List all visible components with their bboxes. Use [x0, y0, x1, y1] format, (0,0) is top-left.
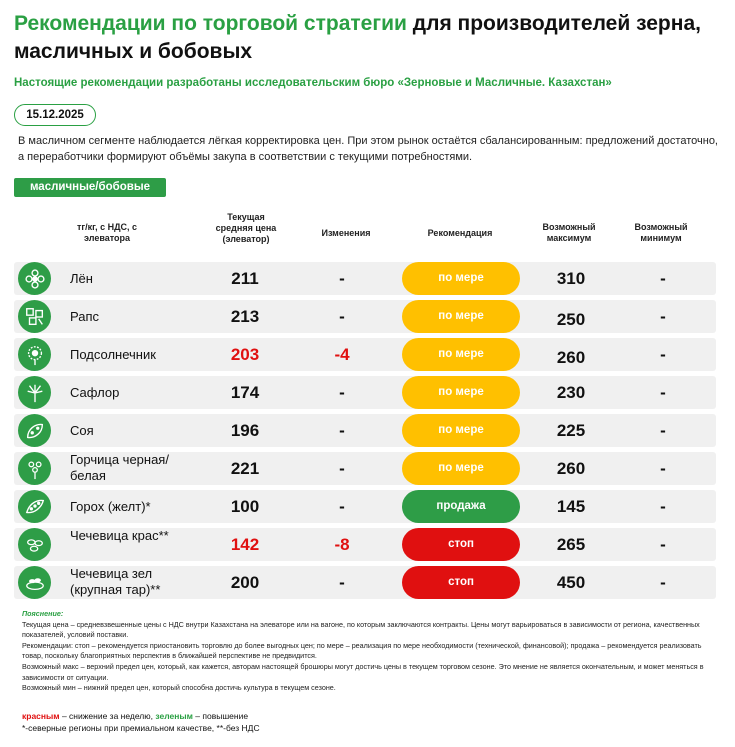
intro-text: В масличном сегменте наблюдается лёгкая корректировка цен. При этом рынок остаётся сбалансированным: предложений достаточно, а переработчики формируют объёмы закупа в соответствии с текущими потребностями. — [18, 135, 718, 163]
sunflower-icon — [18, 338, 51, 371]
current-price: 203 — [230, 345, 260, 364]
price-change: - — [339, 573, 345, 592]
possible-min: - — [660, 383, 666, 402]
pea-icon — [18, 490, 51, 523]
note-line-4: Возможный мин – нижний предел цен, который способна достичь культура в текущем сезоне. — [22, 683, 336, 693]
note-line-3: Возможный макс – верхний предел цен, который, как кажется, авторам настоящей брошюры могут достичь цены в текущем торговом сезоне. Это мнение не является окончательным, и может меняться в зависимости от ситуации. — [22, 661, 704, 682]
header-unit: тг/кг, с НДС, с элеватора — [76, 222, 138, 243]
note-line-1: Текущая цена – средневзвешенные цены с НДС внутри Казахстана на элеваторе или на вагоне, по которым заключаются контракты. Цены могут варьироваться в зависимости от региона, качественных показателей, условий поставки. — [22, 619, 700, 640]
table-row — [14, 452, 716, 485]
price-change: -4 — [334, 345, 350, 364]
legend — [22, 710, 260, 734]
possible-min: - — [660, 421, 666, 440]
price-change: - — [339, 459, 345, 478]
subtitle: Настоящие рекомендации разработаны исследовательским бюро «Зерновые и Масличные. Казахстан» — [14, 77, 612, 89]
crop-name: Подсолнечник — [70, 347, 156, 362]
table-row — [14, 262, 716, 295]
crop-name: Чечевица крас** — [70, 528, 169, 543]
current-price: 174 — [230, 383, 260, 402]
recommendation-pill: продажа — [402, 490, 520, 523]
header-price: Текущая средняя цена (элеватор) — [215, 212, 277, 244]
current-price: 100 — [230, 497, 260, 516]
current-price: 200 — [230, 573, 260, 592]
recommendation-pill: стоп — [402, 528, 520, 561]
possible-min: - — [660, 345, 666, 364]
current-price: 196 — [230, 421, 260, 440]
possible-min: - — [660, 307, 666, 326]
crop-name: Соя — [70, 423, 94, 438]
crop-name: Сафлор — [70, 385, 120, 400]
price-change: - — [339, 383, 345, 402]
possible-max: 145 — [556, 497, 586, 516]
lentil-icon — [18, 528, 51, 561]
possible-max: 310 — [556, 269, 586, 288]
notes — [22, 609, 722, 694]
mustard-icon — [18, 452, 51, 485]
possible-min: - — [660, 269, 666, 288]
table-row — [14, 490, 716, 523]
crop-name: Лён — [70, 271, 93, 286]
recommendation-pill: по мере — [402, 452, 520, 485]
flax-icon — [18, 262, 51, 295]
legend-red-desc: – снижение за неделю, — [59, 711, 156, 721]
legend-green-desc: – повышение — [192, 711, 249, 721]
header-max: Возможный максимум — [542, 222, 596, 243]
legend-green-word: зеленым — [155, 711, 193, 721]
recommendation-pill: стоп — [402, 566, 520, 599]
possible-min: - — [660, 459, 666, 478]
current-price: 221 — [230, 459, 260, 478]
possible-max: 260 — [556, 348, 586, 367]
table-row — [14, 300, 716, 333]
table-row — [14, 376, 716, 409]
notes-label: Пояснение: — [22, 609, 64, 618]
possible-max: 250 — [556, 310, 586, 329]
table-row — [14, 338, 716, 371]
possible-min: - — [660, 573, 666, 592]
header-recommendation: Рекомендация — [427, 228, 493, 238]
recommendation-pill: по мере — [402, 376, 520, 409]
possible-max: 260 — [556, 459, 586, 478]
table-row — [14, 566, 716, 599]
note-line-2: Рекомендации: стоп – рекомендуется приостановить торговлю до более выгодных цен; по мере – реализация по мере необходимости (технической, финансовой); продажа – рекомендуется реализовать товар, поскольку благоприятных перспектив в ближайшей перспективе не предвидится. — [22, 640, 702, 661]
title-black: для производителей зерна, масличных и бобовых — [14, 12, 701, 63]
crop-name: Горох (желт)* — [70, 499, 151, 514]
possible-max: 230 — [556, 383, 586, 402]
price-change: -8 — [334, 535, 350, 554]
price-change: - — [339, 421, 345, 440]
possible-max: 265 — [556, 535, 586, 554]
recommendation-pill: по мере — [402, 262, 520, 295]
crop-name: Горчица черная/белая — [70, 452, 169, 483]
green-lentil-icon — [18, 566, 51, 599]
price-change: - — [339, 269, 345, 288]
possible-min: - — [660, 497, 666, 516]
legend-footnote: *-северные регионы при премиальном качестве, **-без НДС — [22, 723, 260, 733]
page-title — [14, 10, 724, 66]
possible-max: 225 — [556, 421, 586, 440]
current-price: 142 — [230, 535, 260, 554]
crop-name: Чечевица зел (крупная тар)** — [70, 566, 161, 597]
crop-name: Рапс — [70, 309, 100, 324]
price-change: - — [339, 497, 345, 516]
current-price: 211 — [231, 269, 259, 288]
table-row — [14, 528, 716, 561]
safflower-icon — [18, 376, 51, 409]
recommendation-pill: по мере — [402, 300, 520, 333]
current-price: 213 — [230, 307, 260, 326]
header-change: Изменения — [321, 228, 371, 238]
date-badge: 15.12.2025 — [14, 104, 96, 126]
segment-badge: масличные/бобовые — [14, 178, 166, 197]
title-green: Рекомендации по торговой стратегии — [14, 12, 407, 35]
table-row — [14, 414, 716, 447]
soybean-icon — [18, 414, 51, 447]
price-change: - — [339, 307, 345, 326]
rapeseed-icon — [18, 300, 51, 333]
legend-red-word: красным — [22, 711, 60, 721]
recommendation-pill: по мере — [402, 414, 520, 447]
possible-max: 450 — [556, 573, 586, 592]
header-min: Возможный минимум — [634, 222, 688, 243]
possible-min: - — [660, 535, 666, 554]
recommendation-pill: по мере — [402, 338, 520, 371]
